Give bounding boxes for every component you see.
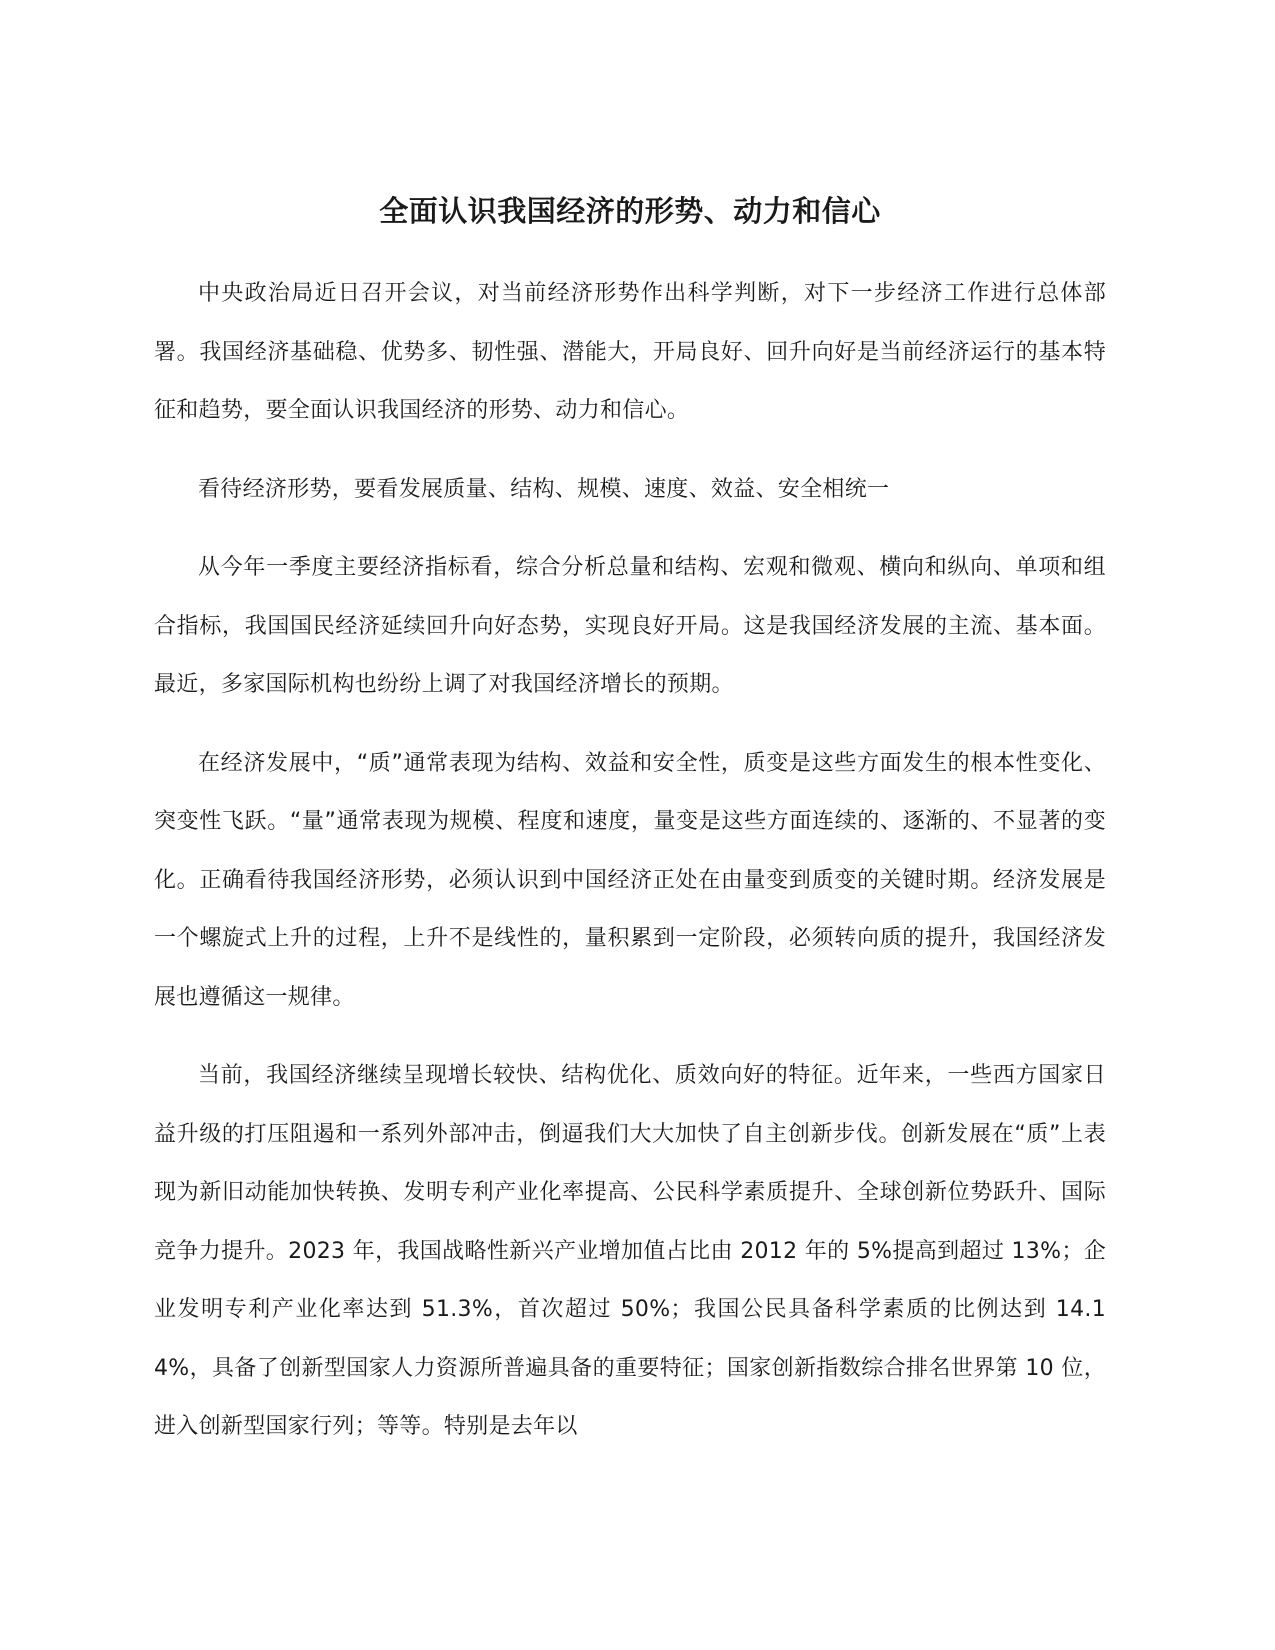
paragraph-innovation: 当前，我国经济继续呈现增长较快、结构优化、质效向好的特征。近年来，一些西方国家日益升级的打压阻遏和一系列外部冲击，倒逼我们大大加快了自主创新步伐。创新发展在“质”上表现为新旧动能加快转换、发明专利产业化率提高、公民科学素质提升、全球创新位势跃升、国际竞争力提升。2023 年，我国战略性新兴产业增加值占比由 2012 年的 5%提高到超过 13%；企业发明专利产业化率达到 51.3%，首次超过 50%；我国公民具备科学素质的比例达到 14.14%，具备了创新型国家人力资源所普遍具备的重要特征；国家创新指数综合排名世界第 10 位，进入创新型国家行列；等等。特别是去年以 — [154, 1063, 1106, 1439]
section-heading: 看待经济形势，要看发展质量、结构、规模、速度、效益、安全相统一 — [198, 476, 890, 502]
document-body — [154, 265, 1106, 1477]
paragraph-quality-quantity: 在经济发展中，“质”通常表现为结构、效益和安全性，质变是这些方面发生的根本性变化、突变性飞跃。“量”通常表现为规模、程度和速度，量变是这些方面连续的、逐渐的、不显著的变化。正确看待我国经济形势，必须认识到中国经济正处在由量变到质变的关键时期。经济发展是一个螺旋式上升的过程，上升不是线性的，量积累到一定阶段，必须转向质的提升，我国经济发展也遵循这一规律。 — [154, 750, 1106, 1010]
paragraph-q1-indicators: 从今年一季度主要经济指标看，综合分析总量和结构、宏观和微观、横向和纵向、单项和组合指标，我国国民经济延续回升向好态势，实现良好开局。这是我国经济发展的主流、基本面。最近，多家国际机构也纷纷上调了对我国经济增长的预期。 — [154, 555, 1106, 697]
paragraph-intro: 中央政治局近日召开会议，对当前经济形势作出科学判断，对下一步经济工作进行总体部署。我国经济基础稳、优势多、韧性强、潜能大，开局良好、回升向好是当前经济运行的基本特征和趋势，要全面认识我国经济的形势、动力和信心。 — [154, 281, 1106, 423]
document-title: 全面认识我国经济的形势、动力和信心 — [379, 194, 881, 228]
